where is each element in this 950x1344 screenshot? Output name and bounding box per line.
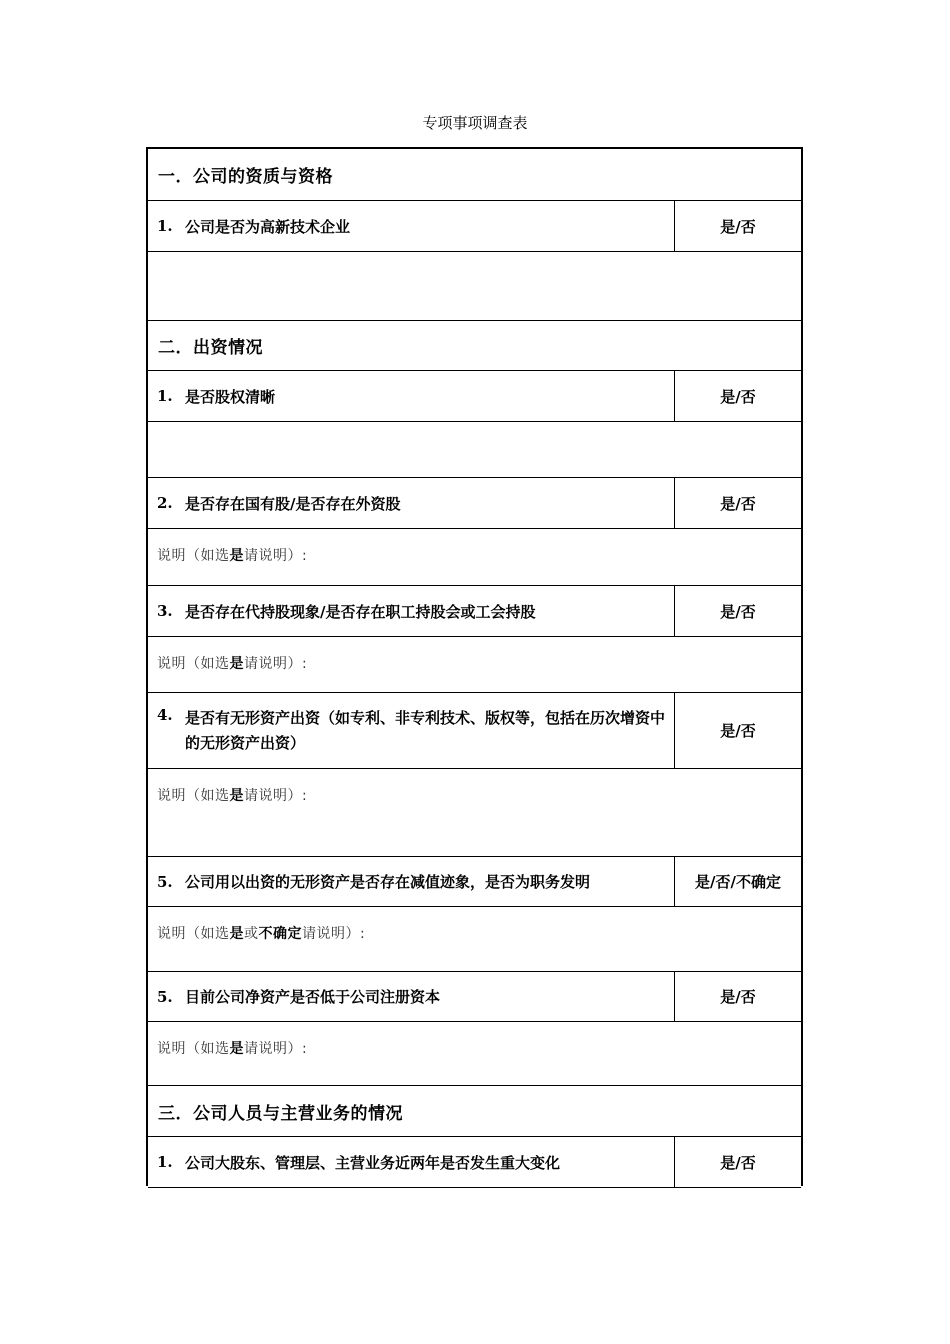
explanation-row[interactable]	[148, 769, 801, 857]
answer-option-yes-no-uncertain[interactable]: 是/否/不确定	[674, 857, 801, 906]
answer-option-yes-no[interactable]: 是/否	[674, 371, 801, 421]
section-title: 一．公司的资质与资格	[158, 167, 333, 187]
explanation-label: 说明（如选 是 请说明）:	[157, 656, 308, 672]
question-row	[148, 693, 801, 769]
section-heading-qualification	[148, 149, 801, 201]
answer-option-yes-no[interactable]: 是/否	[674, 693, 801, 768]
answer-option-yes-no[interactable]: 是/否	[674, 586, 801, 636]
page-title: 专项事项调查表	[422, 114, 528, 132]
answer-option-yes-no[interactable]: 是/否	[674, 972, 801, 1021]
question-row	[148, 586, 801, 637]
question-text: 1. 公司是否为高新技术企业	[157, 217, 351, 236]
question-row	[148, 478, 801, 529]
blank-answer-area[interactable]	[148, 422, 801, 478]
section-title: 三．公司人员与主营业务的情况	[158, 1103, 403, 1124]
section-title: 二．出资情况	[158, 338, 263, 358]
explanation-row[interactable]	[148, 637, 801, 693]
blank-answer-area[interactable]	[148, 252, 801, 321]
question-row	[148, 857, 801, 907]
explanation-row[interactable]	[148, 907, 801, 972]
section-heading-personnel-business	[148, 1086, 801, 1137]
question-row	[148, 972, 801, 1022]
answer-option-yes-no[interactable]: 是/否	[674, 478, 801, 528]
answer-option-yes-no[interactable]: 是/否	[674, 201, 801, 251]
question-text: 1. 公司大股东、管理层、主营业务近两年是否发生重大变化	[157, 1153, 561, 1172]
question-row	[148, 201, 801, 252]
explanation-label: 说明（如选 是 或 不确定 请说明）:	[157, 926, 366, 942]
question-text: 1. 是否股权清晰	[157, 387, 276, 406]
explanation-label: 说明（如选 是 请说明）:	[157, 788, 308, 804]
explanation-row[interactable]	[148, 1022, 801, 1086]
question-row	[148, 1137, 801, 1188]
explanation-label: 说明（如选 是 请说明）:	[157, 548, 308, 564]
question-text: 3. 是否存在代持股现象/是否存在职工持股会或工会持股	[157, 602, 536, 621]
survey-form	[146, 147, 803, 1186]
question-text: 5. 目前公司净资产是否低于公司注册资本	[157, 987, 441, 1006]
explanation-label: 说明（如选 是 请说明）:	[157, 1041, 308, 1057]
answer-option-yes-no[interactable]: 是/否	[674, 1137, 801, 1187]
question-text: 5. 公司用以出资的无形资产是否存在减值迹象，是否为职务发明	[157, 872, 591, 891]
section-heading-capital	[148, 321, 801, 371]
question-text: 2. 是否存在国有股/是否存在外资股	[157, 494, 401, 513]
question-text: 4. 是否有无形资产出资（如专利、非专利技术、版权等，包括在历次增资中的无形资产出资）	[157, 706, 666, 752]
question-row	[148, 371, 801, 422]
explanation-row[interactable]	[148, 529, 801, 586]
